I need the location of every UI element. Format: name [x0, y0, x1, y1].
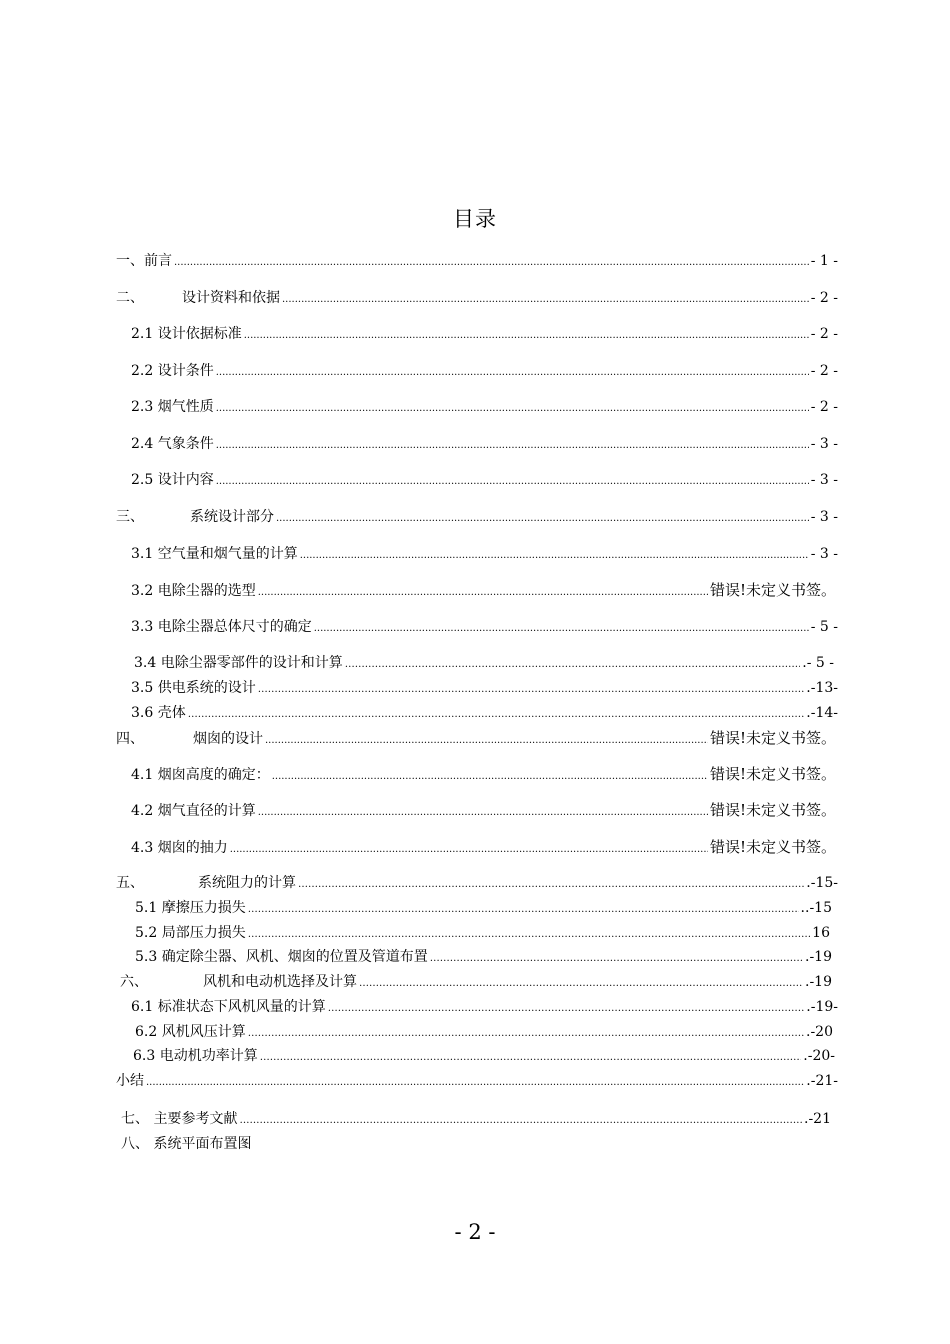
toc-entry-label: 5.2 局部压力损失 — [135, 925, 246, 941]
toc-entry[interactable] — [131, 679, 838, 697]
toc-entry-label: 6.1 标准状态下风机风量的计算 — [131, 999, 326, 1015]
toc-leader — [298, 876, 804, 894]
toc-title-text: 目录 — [453, 207, 497, 231]
toc-entry[interactable] — [133, 1047, 835, 1065]
toc-entry-label: 三、 — [116, 509, 144, 525]
toc-entry-page: .-19- — [806, 999, 838, 1015]
toc-entry-page: 16 — [812, 925, 830, 941]
toc-entry-label: 六、 — [120, 974, 148, 990]
toc-entry[interactable] — [116, 252, 838, 270]
toc-entry-label: 6.2 风机风压计算 — [135, 1024, 246, 1040]
toc-leader — [146, 1074, 804, 1092]
toc-title — [0, 203, 950, 233]
toc-entry-page: - 2 - — [810, 363, 838, 379]
toc-entry-page: .-13- — [806, 680, 838, 696]
toc-leader — [216, 473, 809, 491]
toc-entry-label: 3.6 壳体 — [131, 705, 186, 721]
toc-entry-label: 2.1 设计依据标准 — [131, 326, 242, 342]
toc-entry[interactable] — [116, 1072, 838, 1090]
toc-entry-page: .-14- — [806, 705, 838, 721]
toc-entry[interactable] — [131, 435, 838, 453]
toc-leader — [258, 584, 708, 602]
toc-entry[interactable] — [135, 899, 832, 917]
toc-entry-label: 风机和电动机选择及计算 — [203, 974, 357, 990]
toc-leader — [239, 1112, 802, 1130]
toc-entry-page: - 3 - — [810, 546, 838, 562]
toc-entry[interactable] — [135, 948, 832, 966]
toc-entry-label: 系统设计部分 — [190, 509, 274, 525]
toc-entry[interactable] — [116, 508, 838, 526]
toc-entry-page: .-15- — [806, 875, 838, 891]
toc-entry-page: .-20- — [803, 1048, 835, 1064]
toc-entry-label: 5.1 摩擦压力损失 — [135, 900, 246, 916]
toc-entry-label: 6.3 电动机功率计算 — [133, 1048, 258, 1064]
toc-leader — [265, 732, 708, 750]
toc-leader — [216, 400, 809, 418]
toc-leader — [260, 1049, 802, 1067]
toc-entry[interactable] — [131, 765, 836, 783]
toc-entry-label: 八、 系统平面布置图 — [121, 1136, 252, 1152]
toc-entry-label: 五、 — [116, 875, 144, 891]
toc-entry-page: 错误!未定义书签。 — [709, 581, 836, 599]
toc-entry-label: 2.2 设计条件 — [131, 363, 214, 379]
toc-entry[interactable] — [131, 362, 838, 380]
toc-entry[interactable] — [116, 289, 838, 307]
toc-entry[interactable] — [120, 973, 832, 991]
toc-entry-page: 错误!未定义书签。 — [709, 729, 836, 747]
toc-entry[interactable] — [131, 704, 838, 722]
toc-entry-page: .- 5 - — [802, 655, 834, 671]
toc-leader — [359, 975, 803, 993]
toc-entry[interactable] — [131, 325, 838, 343]
toc-leader — [258, 804, 708, 822]
toc-entry-label: 3.3 电除尘器总体尺寸的确定 — [131, 619, 312, 635]
toc-entry[interactable] — [135, 924, 830, 942]
toc-entry-label: 小结 — [116, 1073, 144, 1089]
toc-entry-page: .-19 — [805, 974, 832, 990]
toc-entry[interactable] — [121, 1110, 831, 1128]
toc-leader — [248, 926, 810, 944]
toc-entry-label: 烟囱的设计 — [193, 731, 263, 747]
toc-entry-label: 四、 — [116, 731, 144, 747]
toc-entry-page: 错误!未定义书签。 — [709, 765, 836, 783]
toc-leader — [345, 656, 801, 674]
toc-entry-label: 3.5 供电系统的设计 — [131, 680, 256, 696]
toc-entry[interactable] — [121, 1135, 421, 1153]
toc-entry-page: - 3 - — [810, 509, 838, 525]
toc-entry-label: 2.3 烟气性质 — [131, 399, 214, 415]
toc-entry-page: - 2 - — [810, 399, 838, 415]
toc-leader — [300, 547, 809, 565]
toc-entry-page: - 2 - — [810, 290, 838, 306]
toc-entry-label: 二、 — [116, 290, 144, 306]
toc-entry-page: - 3 - — [810, 472, 838, 488]
toc-leader — [258, 681, 805, 699]
toc-leader — [328, 1000, 805, 1018]
toc-entry-label: 设计资料和依据 — [182, 290, 280, 306]
toc-entry[interactable] — [131, 471, 838, 489]
toc-leader — [216, 437, 809, 455]
toc-leader — [272, 768, 708, 786]
toc-leader — [248, 901, 799, 919]
toc-entry-label: 系统阻力的计算 — [198, 875, 296, 891]
toc-leader — [276, 510, 809, 528]
toc-entry-page: .-21- — [806, 1073, 838, 1089]
toc-entry[interactable] — [116, 729, 836, 747]
toc-entry-label: 4.1 烟囱高度的确定： — [131, 767, 270, 783]
toc-entry-label: 2.4 气象条件 — [131, 436, 214, 452]
toc-entry-label: 七、 主要参考文献 — [121, 1111, 238, 1127]
toc-entry-label: 4.3 烟囱的抽力 — [131, 840, 228, 856]
toc-entry-label: 3.4 电除尘器零部件的设计和计算 — [134, 655, 343, 671]
toc-entry[interactable] — [131, 545, 838, 563]
toc-leader — [248, 1025, 804, 1043]
toc-leader — [430, 950, 803, 968]
toc-entry[interactable] — [131, 998, 838, 1016]
toc-leader — [216, 364, 809, 382]
toc-entry-label: 一、前言 — [116, 253, 172, 269]
toc-leader — [188, 706, 805, 724]
toc-entry-page: ..-15 — [800, 900, 832, 916]
toc-entry-page: .-20 — [806, 1024, 833, 1040]
toc-leader — [244, 327, 809, 345]
toc-entry-page: .-19 — [805, 949, 832, 965]
page-number: - 2 - — [454, 1220, 496, 1244]
toc-entry-label: 3.2 电除尘器的选型 — [131, 583, 256, 599]
toc-entry-label: 5.3 确定除尘器、风机、烟囱的位置及管道布置 — [135, 949, 428, 965]
toc-entry-label: 3.1 空气量和烟气量的计算 — [131, 546, 298, 562]
toc-entry[interactable] — [116, 874, 838, 892]
toc-entry[interactable] — [134, 654, 834, 672]
toc-entry-page: 错误!未定义书签。 — [709, 801, 836, 819]
toc-entry-page: - 5 - — [810, 619, 838, 635]
toc-entry-page: - 1 - — [810, 253, 838, 269]
toc-entry-page: - 2 - — [810, 326, 838, 342]
toc-entry-page: - 3 - — [810, 436, 838, 452]
toc-leader — [282, 291, 809, 309]
toc-entry[interactable] — [131, 581, 836, 599]
toc-entry-label: 4.2 烟气直径的计算 — [131, 803, 256, 819]
toc-entry[interactable] — [131, 838, 836, 856]
toc-leader — [174, 254, 809, 272]
toc-entry[interactable] — [131, 618, 838, 636]
toc-entry-label: 2.5 设计内容 — [131, 472, 214, 488]
toc-entry[interactable] — [131, 398, 838, 416]
toc-entry[interactable] — [135, 1023, 833, 1041]
toc-leader — [314, 620, 809, 638]
toc-entry-page: 错误!未定义书签。 — [709, 838, 836, 856]
toc-entry-page: .-21 — [804, 1111, 831, 1127]
toc-entry[interactable] — [131, 801, 836, 819]
toc-leader — [230, 841, 708, 859]
